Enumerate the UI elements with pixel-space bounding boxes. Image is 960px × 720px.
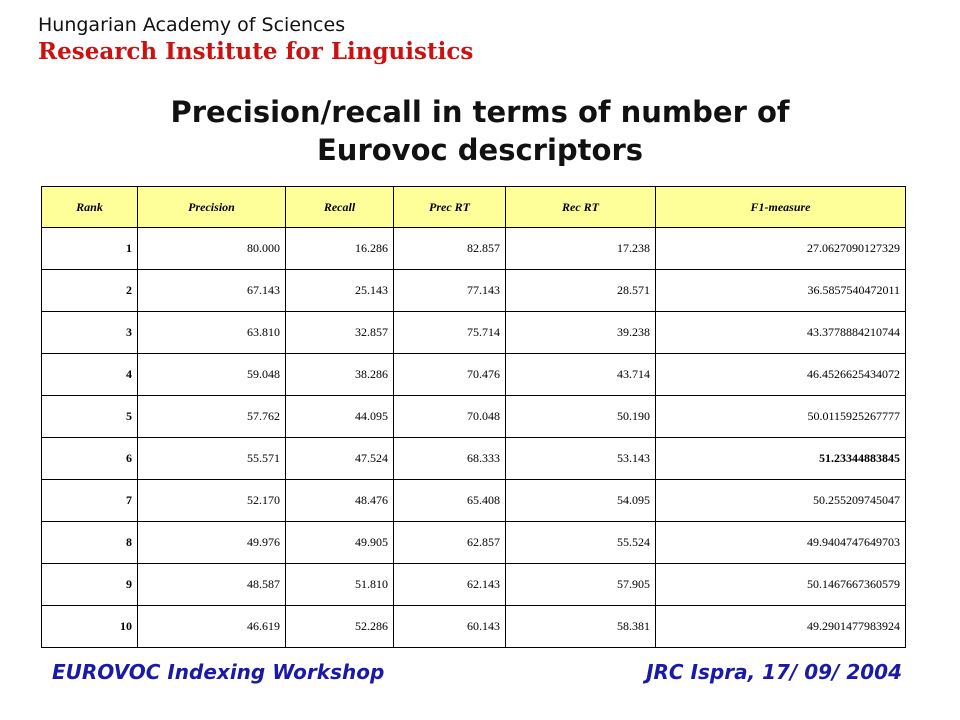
- cell-prec-rt: 77.143: [394, 270, 506, 312]
- cell-f1-measure: 43.3778884210744: [656, 312, 906, 354]
- cell-rec-rt: 28.571: [506, 270, 656, 312]
- cell-rank: 4: [42, 354, 138, 396]
- slide-footer: [52, 660, 902, 688]
- slide-title-line-1: Precision/recall in terms of number of: [170, 95, 790, 129]
- cell-rank: 9: [42, 564, 138, 606]
- cell-prec-rt: 75.714: [394, 312, 506, 354]
- cell-rec-rt: 54.095: [506, 480, 656, 522]
- table-row: [42, 354, 906, 396]
- cell-prec-rt: 65.408: [394, 480, 506, 522]
- cell-prec-rt: 70.048: [394, 396, 506, 438]
- cell-rec-rt: 43.714: [506, 354, 656, 396]
- cell-recall: 47.524: [286, 438, 394, 480]
- cell-precision: 67.143: [138, 270, 286, 312]
- table-row: [42, 564, 906, 606]
- column-header-f1-measure: F1-measure: [656, 187, 906, 228]
- cell-f1-measure: 49.2901477983924: [656, 606, 906, 648]
- cell-rec-rt: 17.238: [506, 228, 656, 270]
- slide-title-line-2: Eurovoc descriptors: [316, 133, 644, 167]
- column-header-rank: Rank: [42, 187, 138, 228]
- cell-rec-rt: 55.524: [506, 522, 656, 564]
- cell-precision: 46.619: [138, 606, 286, 648]
- cell-recall: 44.095: [286, 396, 394, 438]
- table-row: [42, 312, 906, 354]
- table-row: [42, 396, 906, 438]
- cell-precision: 63.810: [138, 312, 286, 354]
- cell-rank: 7: [42, 480, 138, 522]
- cell-precision: 49.976: [138, 522, 286, 564]
- table-header-row: [42, 187, 906, 228]
- cell-recall: 51.810: [286, 564, 394, 606]
- table-row: [42, 228, 906, 270]
- slide-title: [60, 93, 900, 169]
- cell-rank: 10: [42, 606, 138, 648]
- cell-recall: 16.286: [286, 228, 394, 270]
- cell-rec-rt: 50.190: [506, 396, 656, 438]
- cell-f1-measure: 50.1467667360579: [656, 564, 906, 606]
- cell-recall: 52.286: [286, 606, 394, 648]
- column-header-rec-rt: Rec RT: [506, 187, 656, 228]
- cell-rank: 1: [42, 228, 138, 270]
- cell-rank: 2: [42, 270, 138, 312]
- cell-rank: 3: [42, 312, 138, 354]
- cell-f1-measure: 27.0627090127329: [656, 228, 906, 270]
- cell-prec-rt: 70.476: [394, 354, 506, 396]
- cell-f1-measure: 49.9404747649703: [656, 522, 906, 564]
- cell-precision: 55.571: [138, 438, 286, 480]
- cell-recall: 25.143: [286, 270, 394, 312]
- table-row: [42, 606, 906, 648]
- table-row: [42, 270, 906, 312]
- cell-rec-rt: 53.143: [506, 438, 656, 480]
- cell-rec-rt: 57.905: [506, 564, 656, 606]
- cell-recall: 38.286: [286, 354, 394, 396]
- column-header-prec-rt: Prec RT: [394, 187, 506, 228]
- cell-precision: 59.048: [138, 354, 286, 396]
- institute-name: Research Institute for Linguistics: [38, 38, 474, 65]
- cell-rec-rt: 58.381: [506, 606, 656, 648]
- cell-prec-rt: 62.143: [394, 564, 506, 606]
- cell-f1-measure: 46.4526625434072: [656, 354, 906, 396]
- cell-precision: 52.170: [138, 480, 286, 522]
- cell-recall: 48.476: [286, 480, 394, 522]
- table-row: [42, 522, 906, 564]
- column-header-precision: Precision: [138, 187, 286, 228]
- cell-recall: 32.857: [286, 312, 394, 354]
- table-row: [42, 480, 906, 522]
- cell-f1-measure: 50.0115925267777: [656, 396, 906, 438]
- cell-f1-measure: 50.255209745047: [656, 480, 906, 522]
- cell-f1-measure: 51.23344883845: [656, 438, 906, 480]
- cell-precision: 80.000: [138, 228, 286, 270]
- cell-prec-rt: 60.143: [394, 606, 506, 648]
- cell-precision: 57.762: [138, 396, 286, 438]
- cell-f1-measure: 36.5857540472011: [656, 270, 906, 312]
- table-row: [42, 438, 906, 480]
- cell-prec-rt: 68.333: [394, 438, 506, 480]
- cell-rec-rt: 39.238: [506, 312, 656, 354]
- cell-rank: 8: [42, 522, 138, 564]
- cell-rank: 6: [42, 438, 138, 480]
- cell-prec-rt: 62.857: [394, 522, 506, 564]
- cell-prec-rt: 82.857: [394, 228, 506, 270]
- footer-location-date: JRC Ispra, 17/ 09/ 2004: [646, 660, 902, 684]
- table-body: [42, 228, 906, 648]
- organization-name: Hungarian Academy of Sciences: [38, 14, 346, 36]
- cell-precision: 48.587: [138, 564, 286, 606]
- footer-event-name: EUROVOC Indexing Workshop: [52, 660, 385, 684]
- cell-rank: 5: [42, 396, 138, 438]
- cell-recall: 49.905: [286, 522, 394, 564]
- precision-recall-table: [41, 186, 906, 648]
- column-header-recall: Recall: [286, 187, 394, 228]
- institution-header: [38, 14, 478, 72]
